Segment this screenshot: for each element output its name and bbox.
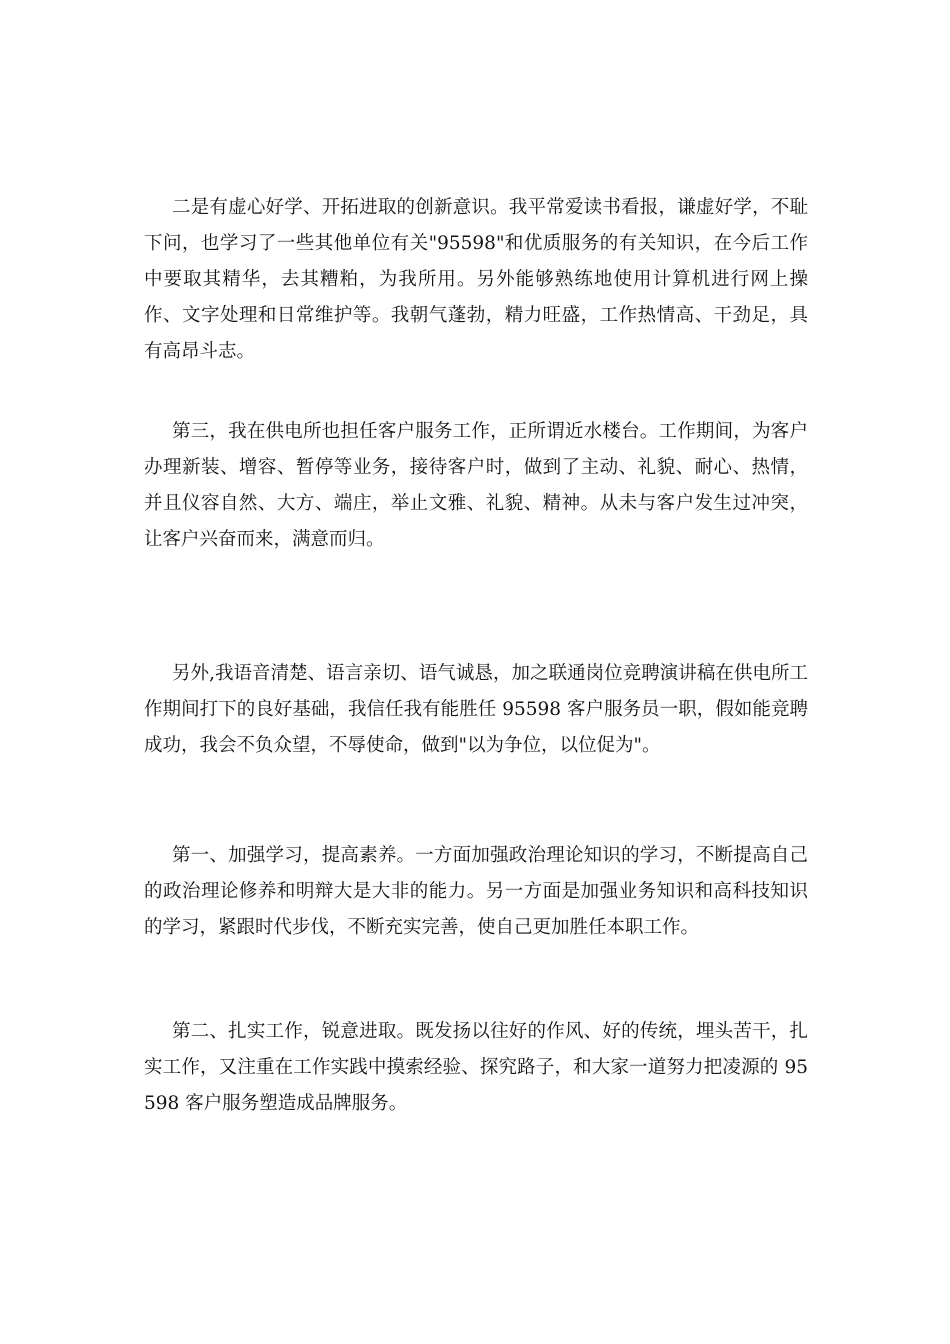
paragraph-solid-work: 第二、扎实工作，锐意进取。既发扬以往好的作风、好的传统，埋头苦干，扎实工作，又注重在工作实践中摸索经验、探究路子，和大家一道努力把凌源的 95598 客户服务塑造成品牌服务。 <box>144 1021 808 1114</box>
paragraph-customer-service-experience: 第三，我在供电所也担任客户服务工作，正所谓近水楼台。工作期间，为客户办理新装、增容、暂停等业务，接待客户时，做到了主动、礼貌、耐心、热情，并且仪容自然、大方、端庄，举止文雅、礼貌、精神。从未与客户发生过冲突，让客户兴奋而来，满意而归。 <box>144 421 808 550</box>
paragraph-strengthen-learning: 第一、加强学习，提高素养。一方面加强政治理论知识的学习，不断提高自己的政治理论修养和明辩大是大非的能力。另一方面是加强业务知识和高科技知识的学习，紧跟时代步伐，不断充实完善，使自己更加胜任本职工作。 <box>144 845 808 938</box>
paragraph-language-skills: 另外,我语音清楚、语言亲切、语气诚恳，加之联通岗位竞聘演讲稿在供电所工作期间打下的良好基础，我信任我有能胜任 95598 客户服务员一职，假如能竞聘成功，我会不负众望，不辱使命，做到"以为争位，以位促为"。 <box>144 663 808 756</box>
paragraph-innovation-awareness: 二是有虚心好学、开拓进取的创新意识。我平常爱读书看报，谦虚好学，不耻下问，也学习了一些其他单位有关"95598"和优质服务的有关知识，在今后工作中要取其精华，去其糟粕，为我所用。另外能够熟练地使用计算机进行网上操作、文字处理和日常维护等。我朝气蓬勃，精力旺盛，工作热情高、干劲足，具有高昂斗志。 <box>144 197 808 362</box>
